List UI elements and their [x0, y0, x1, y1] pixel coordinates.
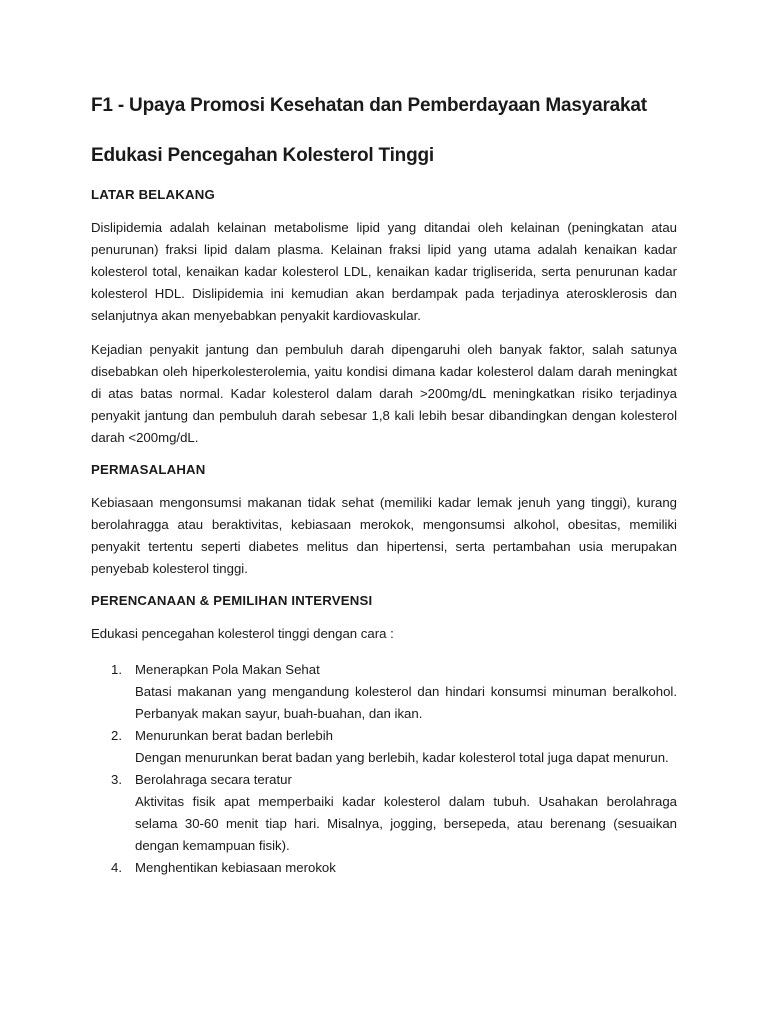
list-item-number: 1.	[111, 662, 122, 677]
list-item-description: Aktivitas fisik apat memperbaiki kadar kolesterol dalam tubuh. Usahakan berolahraga selama 30-60 menit tiap hari. Misalnya, jogging, bersepeda, atau berenang (sesuaikan dengan kemampuan fisik).	[135, 794, 677, 853]
list-item-title: Menerapkan Pola Makan Sehat	[135, 662, 320, 677]
paragraph: Kejadian penyakit jantung dan pembuluh darah dipengaruhi oleh banyak faktor, salah satunya disebabkan oleh hiperkolesterolemia, yaitu kondisi dimana kadar kolesterol dalam darah meningkat di atas batas normal. Kadar kolesterol dalam darah >200mg/dL meningkatkan risiko terjadinya penyakit jantung dan pembuluh darah sebesar 1,8 kali lebih besar dibandingkan dengan kolesterol darah <200mg/dL.	[91, 342, 677, 445]
intervention-list	[91, 659, 677, 879]
document-page	[91, 92, 677, 879]
list-item	[91, 659, 677, 725]
list-item-number: 4.	[111, 860, 122, 875]
list-item-description: Dengan menurunkan berat badan yang berlebih, kadar kolesterol total juga dapat menurun.	[135, 750, 669, 765]
section-heading: PERENCANAAN & PEMILIHAN INTERVENSI	[91, 593, 373, 608]
list-item-title: Berolahraga secara teratur	[135, 772, 292, 787]
section-latar-belakang	[91, 186, 677, 449]
list-item	[91, 725, 677, 769]
section-perencanaan	[91, 592, 677, 879]
list-item-title: Menghentikan kebiasaan merokok	[135, 860, 336, 875]
section-permasalahan	[91, 461, 677, 580]
paragraph: Dislipidemia adalah kelainan metabolisme lipid yang ditandai oleh kelainan (peningkatan atau penurunan) fraksi lipid dalam plasma. Kelainan fraksi lipid yang utama adalah kenaikan kadar kolesterol total, kenaikan kadar kolesterol LDL, kenaikan kadar trigliserida, serta penurunan kadar kolesterol HDL. Dislipidemia ini kemudian akan berdampak pada terjadinya aterosklerosis dan selanjutnya akan menyebabkan penyakit kardiovaskular.	[91, 220, 677, 323]
list-item-number: 2.	[111, 728, 122, 743]
list-item-number: 3.	[111, 772, 122, 787]
list-item-title: Menurunkan berat badan berlebih	[135, 728, 333, 743]
section-heading: LATAR BELAKANG	[91, 187, 215, 202]
list-item	[91, 857, 677, 879]
list-item-description: Batasi makanan yang mengandung kolesterol dan hindari konsumsi minuman beralkohol. Perbanyak makan sayur, buah-buahan, dan ikan.	[135, 684, 677, 721]
section-heading: PERMASALAHAN	[91, 462, 206, 477]
section-intro: Edukasi pencegahan kolesterol tinggi dengan cara :	[91, 626, 394, 641]
paragraph: Kebiasaan mengonsumsi makanan tidak sehat (memiliki kadar lemak jenuh yang tinggi), kurang berolahragga atau beraktivitas, kebiasaan merokok, mengonsumsi alkohol, obesitas, memiliki penyakit tertentu seperti diabetes melitus dan hipertensi, serta pertambahan usia merupakan penyebab kolesterol tinggi.	[91, 495, 677, 576]
document-subtitle: Edukasi Pencegahan Kolesterol Tinggi	[91, 145, 434, 166]
document-title: F1 - Upaya Promosi Kesehatan dan Pemberdayaan Masyarakat	[91, 95, 647, 116]
list-item	[91, 769, 677, 857]
